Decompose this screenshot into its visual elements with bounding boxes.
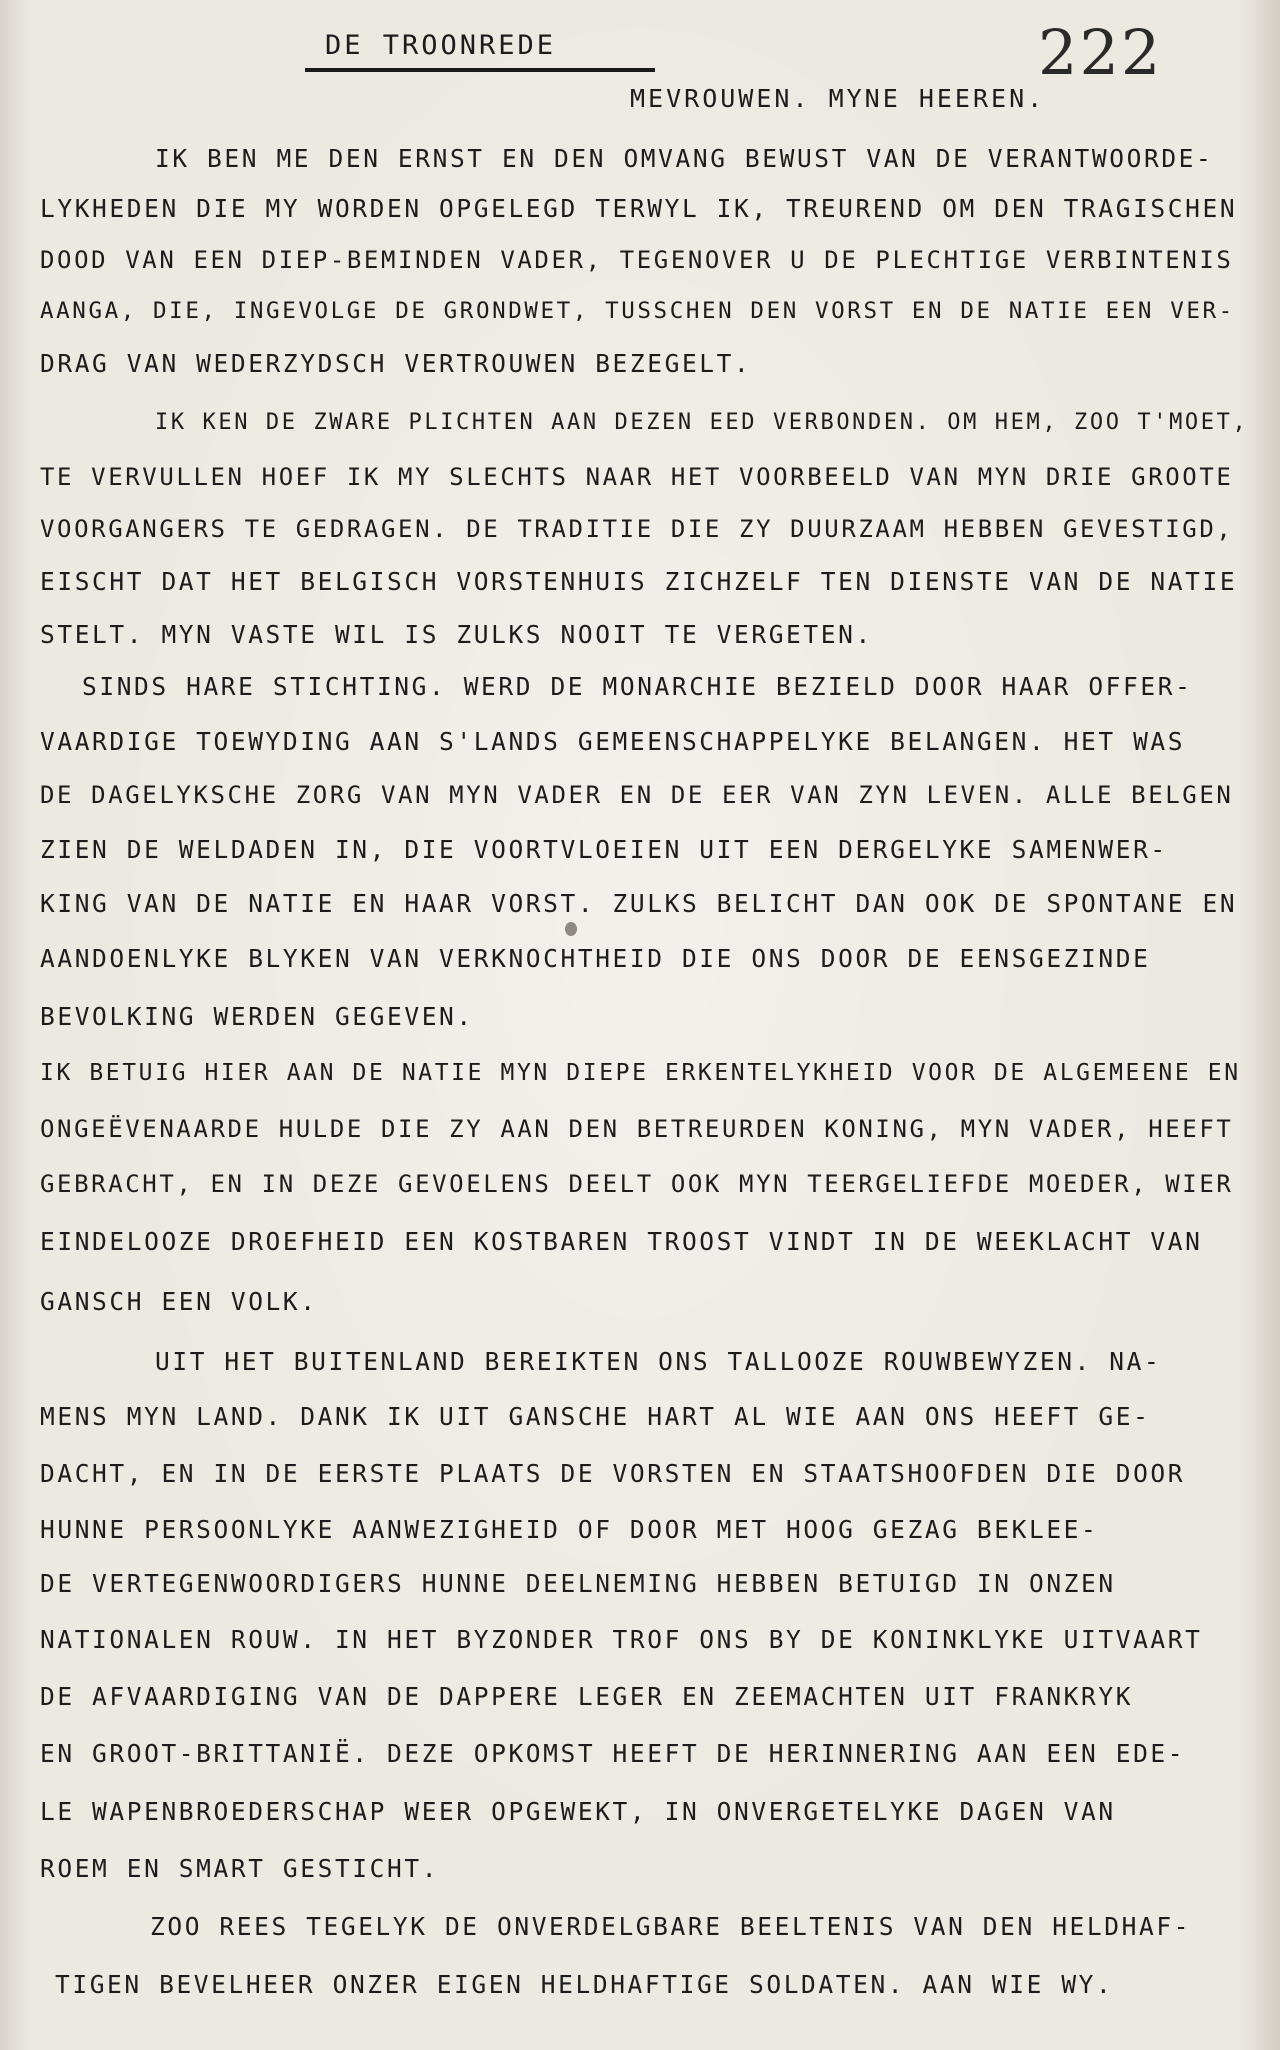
text-line: DE VERTEGENWOORDIGERS HUNNE DEELNEMING HEBBEN BETUIGD IN ONZEN: [40, 1569, 1116, 1598]
page-number: 222: [1038, 16, 1163, 89]
text-line: IK BETUIG HIER AAN DE NATIE MYN DIEPE ERKENTELYKHEID VOOR DE ALGEMEENE EN: [40, 1060, 1241, 1086]
text-line: SINDS HARE STICHTING. WERD DE MONARCHIE BEZIELD DOOR HAAR OFFER-: [82, 672, 1193, 701]
text-line: GANSCH EEN VOLK.: [40, 1287, 318, 1316]
text-line: EINDELOOZE DROEFHEID EEN KOSTBAREN TROOST VINDT IN DE WEEKLACHT VAN: [40, 1227, 1203, 1256]
text-line: DE DAGELYKSCHE ZORG VAN MYN VADER EN DE EER VAN ZYN LEVEN. ALLE BELGEN: [40, 781, 1234, 809]
text-line: DOOD VAN EEN DIEP-BEMINDEN VADER, TEGENOVER U DE PLECHTIGE VERBINTENIS: [40, 246, 1234, 274]
text-line: LYKHEDEN DIE MY WORDEN OPGELEGD TERWYL IK, TREUREND OM DEN TRAGISCHEN: [40, 194, 1238, 223]
text-line: EN GROOT-BRITTANIË. DEZE OPKOMST HEEFT DE HERINNERING AAN EEN EDE-: [40, 1739, 1186, 1768]
text-line: TIGEN BEVELHEER ONZER EIGEN HELDHAFTIGE SOLDATEN. AAN WIE WY.: [55, 1970, 1114, 1999]
text-line: IK KEN DE ZWARE PLICHTEN AAN DEZEN EED VERBONDEN. OM HEM, ZOO T'MOET,: [155, 410, 1249, 435]
text-line: BEVOLKING WERDEN GEGEVEN.: [40, 1002, 474, 1031]
text-line: VAARDIGE TOEWYDING AAN S'LANDS GEMEENSCHAPPELYKE BELANGEN. HET WAS: [40, 727, 1186, 756]
text-line: ROEM EN SMART GESTICHT.: [40, 1854, 440, 1883]
ink-blot: [565, 922, 577, 936]
text-line: KING VAN DE NATIE EN HAAR VORST. ZULKS BELICHT DAN OOK DE SPONTANE EN: [40, 889, 1238, 918]
text-line: UIT HET BUITENLAND BEREIKTEN ONS TALLOOZE ROUWBEWYZEN. NA-: [155, 1347, 1162, 1376]
text-line: GEBRACHT, EN IN DEZE GEVOELENS DEELT OOK MYN TEERGELIEFDE MOEDER, WIER: [40, 1170, 1234, 1198]
text-line: VOORGANGERS TE GEDRAGEN. DE TRADITIE DIE ZY DUURZAAM HEBBEN GEVESTIGD,: [40, 515, 1234, 543]
text-line: ZIEN DE WELDADEN IN, DIE VOORTVLOEIEN UIT EEN DERGELYKE SAMENWER-: [40, 835, 1168, 864]
text-line: ONGEËVENAARDE HULDE DIE ZY AAN DEN BETREURDEN KONING, MYN VADER, HEEFT: [40, 1115, 1234, 1143]
text-line: HUNNE PERSOONLYKE AANWEZIGHEID OF DOOR MET HOOG GEZAG BEKLEE-: [40, 1515, 1099, 1544]
text-line: DE AFVAARDIGING VAN DE DAPPERE LEGER EN ZEEMACHTEN UIT FRANKRYK: [40, 1682, 1134, 1711]
text-line: DACHT, EN IN DE EERSTE PLAATS DE VORSTEN EN STAATSHOOFDEN DIE DOOR: [40, 1459, 1186, 1488]
text-line: MENS MYN LAND. DANK IK UIT GANSCHE HART AL WIE AAN ONS HEEFT GE-: [40, 1402, 1151, 1431]
title-underline: [305, 68, 655, 72]
text-line: IK BEN ME DEN ERNST EN DEN OMVANG BEWUST VAN DE VERANTWOORDE-: [155, 144, 1214, 173]
text-line: TE VERVULLEN HOEF IK MY SLECHTS NAAR HET VOORBEELD VAN MYN DRIE GROOTE: [40, 463, 1234, 491]
text-line: ZOO REES TEGELYK DE ONVERDELGBARE BEELTENIS VAN DEN HELDHAF-: [150, 1912, 1192, 1941]
text-line: DRAG VAN WEDERZYDSCH VERTROUWEN BEZEGELT.: [40, 349, 752, 378]
document-title: DE TROONREDE: [325, 30, 557, 61]
text-line: EISCHT DAT HET BELGISCH VORSTENHUIS ZICHZELF TEN DIENSTE VAN DE NATIE: [40, 567, 1238, 596]
text-line: AANDOENLYKE BLYKEN VAN VERKNOCHTHEID DIE ONS DOOR DE EENSGEZINDE: [40, 944, 1151, 973]
text-line: AANGA, DIE, INGEVOLGE DE GRONDWET, TUSSCHEN DEN VORST EN DE NATIE EEN VER-: [40, 298, 1235, 324]
salutation: MEVROUWEN. MYNE HEEREN.: [630, 84, 1046, 113]
text-line: STELT. MYN VASTE WIL IS ZULKS NOOIT TE VERGETEN.: [40, 620, 873, 649]
text-line: LE WAPENBROEDERSCHAP WEER OPGEWEKT, IN ONVERGETELYKE DAGEN VAN: [40, 1797, 1116, 1826]
text-line: NATIONALEN ROUW. IN HET BYZONDER TROF ONS BY DE KONINKLYKE UITVAART: [40, 1625, 1203, 1654]
